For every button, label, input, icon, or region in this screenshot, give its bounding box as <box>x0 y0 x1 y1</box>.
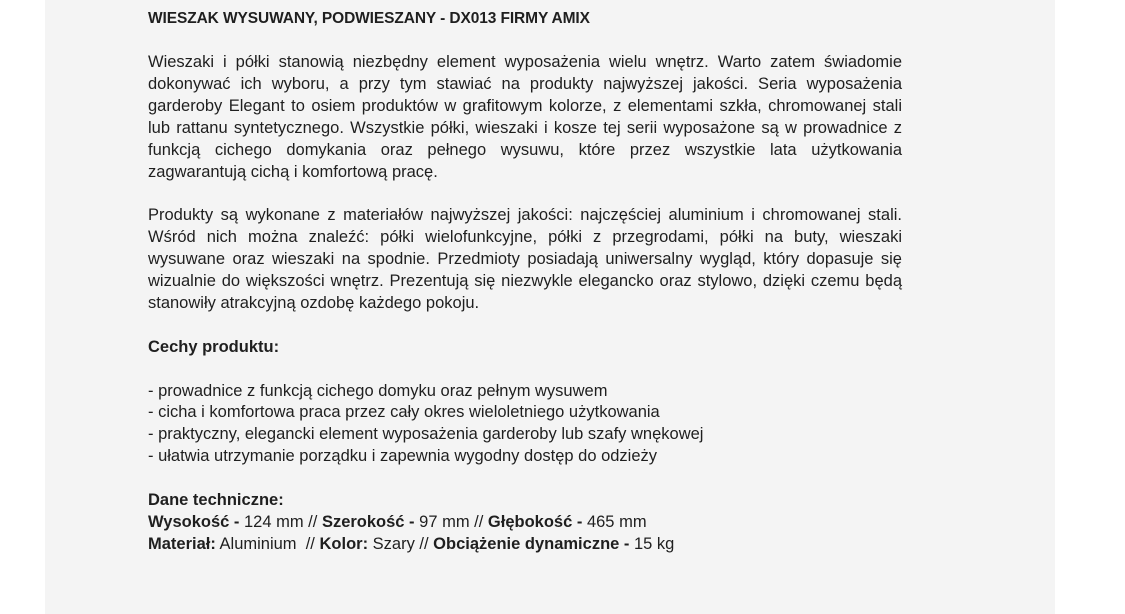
color-value: Szary // <box>368 534 434 553</box>
material-label: Materiał: <box>148 534 216 553</box>
color-label: Kolor: <box>319 534 369 553</box>
description-paragraph-1: Wieszaki i półki stanowią niezbędny element wyposażenia wielu wnętrz. Warto zatem świadomie dokonywać ich wyboru, a przy tym stawiać na produkty najwyższej jakości. Seria wyposażenia garderoby Elegant to osiem produktów w grafitowym kolorze, z elementami szkła, chromowanej stali lub rattanu syntetycznego. Wszystkie półki, wieszaki i kosze tej serii wyposażone są w prowadnice z funkcją cichego domykania oraz pełnego wysuwu, które przez wszystkie lata użytkowania zagwarantują cichą i komfortową pracę. <box>148 53 902 181</box>
feature-item: - prowadnice z funkcją cichego domyku oraz pełnym wysuwem <box>148 381 608 400</box>
height-label: Wysokość - <box>148 512 240 531</box>
technical-heading: Dane techniczne: <box>148 491 284 510</box>
product-description <box>148 8 902 556</box>
feature-item: - praktyczny, elegancki element wyposażenia garderoby lub szafy wnękowej <box>148 425 704 444</box>
width-value: 97 mm // <box>414 512 488 531</box>
dimensions-line <box>148 512 902 534</box>
feature-item: - cicha i komfortowa praca przez cały okres wieloletniego użytkowania <box>148 403 660 422</box>
material-value: Aluminium // <box>215 534 320 553</box>
load-label: Obciążenie dynamiczne - <box>433 534 630 553</box>
width-label: Szerokość - <box>321 512 415 531</box>
depth-label: Głębokość - <box>487 512 583 531</box>
product-title: WIESZAK WYSUWANY, PODWIESZANY - DX013 FIRMY AMIX <box>148 10 590 27</box>
feature-item: - ułatwia utrzymanie porządku i zapewnia wygodny dostęp do odzieży <box>148 447 658 466</box>
features-list <box>148 381 902 469</box>
features-heading: Cechy produktu: <box>148 337 280 356</box>
description-paragraph-2: Produkty są wykonane z materiałów najwyższej jakości: najczęściej aluminium i chromowanej stali. Wśród nich można znaleźć: półki wielofunkcyjne, półki z przegrodami, półki na buty, wieszaki wysuwane oraz wieszaki na spodnie. Przedmioty posiadają uniwersalny wygląd, który dopasuje się wizualnie do większości wnętrz. Prezentują się niezwykle elegancko oraz stylowo, dzięki czemu będą stanowiły atrakcyjną ozdobę każdego pokoju. <box>148 206 902 312</box>
load-value: 15 kg <box>629 534 675 553</box>
material-line <box>148 534 902 556</box>
height-value: 124 mm // <box>239 512 322 531</box>
depth-value: 465 mm <box>582 512 647 531</box>
